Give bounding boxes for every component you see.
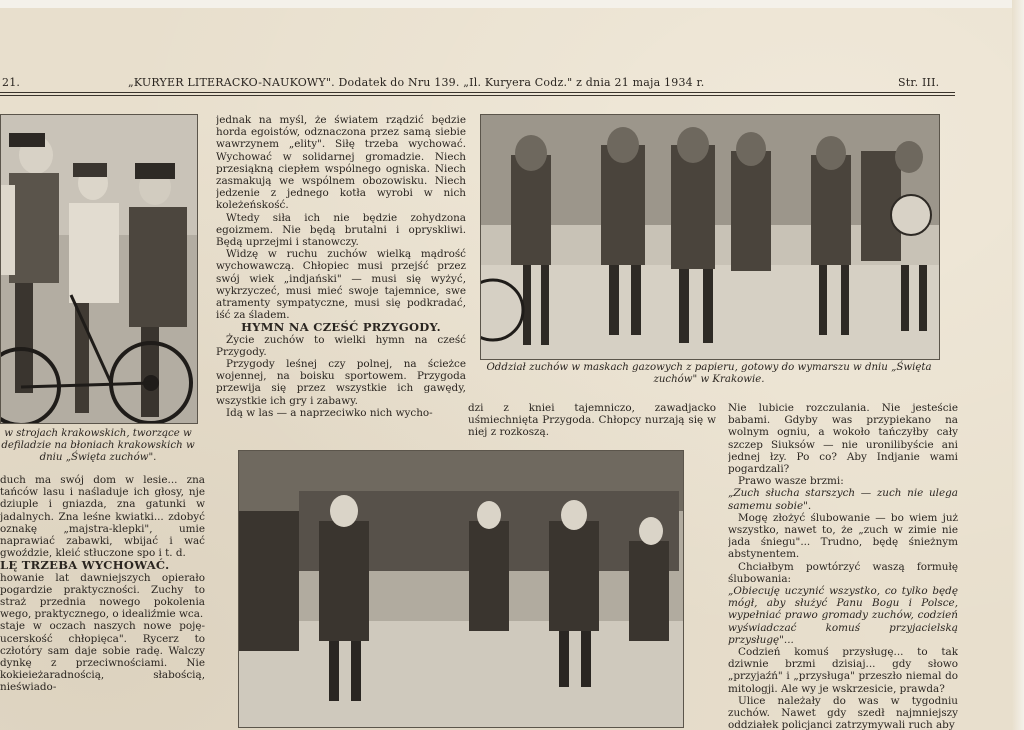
caption-gas-masks-photo: Oddział zuchów w maskach gazowych z papieru, gotowy do wymarszu w dniu „Święta zuchów" w Krakowie. <box>486 362 932 385</box>
col-right-para7: Codzień komuś przysługę... to tak dziwnie brzmi dzisiaj... gdy słowo „przyjaźń" i „przysługa" przeszło niemal do mitologji. Ale wy je wskrzesicie, prawda? <box>728 646 958 695</box>
col-mid-para2: Wtedy siła ich nie będzie zohydzona egoizmem. Nie będą brutalni i opryskliwi. Będą uprzejmi i stanowczy. <box>216 211 466 249</box>
page-right-edge <box>1012 0 1024 730</box>
page-label: Str. III. <box>898 76 940 89</box>
col-right-para8: Ulice należały do was w tygodniu zuchów. Nawet gdy szedł najmniejszy oddziałek policjanci zatrzymywali ruch aby <box>728 694 958 730</box>
col-right-para4: Mogę złożyć ślubowanie — bo wiem już wszystko, nawet to, że „zuch w zimie nie jada śniegu"... Trudno, będę śnieżnym abstynentem. <box>728 511 958 561</box>
page-number: 21. <box>2 76 21 89</box>
col-right-law: „Zuch słucha starszych — zuch nie ulega samemu sobie". <box>728 487 958 512</box>
column-middle <box>216 114 466 454</box>
col-mid-para5: Przygody leśnej czy polnej, na ścieżce wojennej, na boisku sportowem. Przygoda przewija się przez wszystkie ich gawędy, wszystkie ich gry i zabawy. <box>216 358 466 407</box>
col-mid-para3: Widzę w ruchu zuchów wielką mądrość wychowawczą. Chłopiec musi przejść przez swój wiek „indjański" — musi się wyżyć, wykrzyczeć, musi mieć swoje tajemnice, swe atramenty sympatyczne, musi się podkradać, iść za śladem. <box>216 248 466 322</box>
photo-gas-masks-unit <box>480 114 940 360</box>
photo-boys-krakow-costumes <box>0 114 198 424</box>
col-right-oath: „Obiecuję uczynić wszystko, co tylko będę mógł, aby służyć Panu Bogu i Polsce, wypełniać prawo gromady zuchów, codzień wyświadczać komuś przyjacielską przysługę"... <box>728 585 958 646</box>
col-right-para5: Chciałbym powtórzyć waszą formułę ślubowania: <box>728 560 958 585</box>
col-right-para1: Nie lubicie rozczulania. Nie jesteście babami. Gdyby was przypiekano na wolnym ogniu, a wokoło tańczyłby cały szczep Siuksów — nie uronilibyście ani jednej łzy. Po co? Aby Indjanie wami pogardzali? <box>728 402 958 476</box>
page-top-edge <box>0 0 1024 8</box>
col-left-para1: duch ma swój dom w lesie... zna tańców lasu i naśladuje ich głosy, nje dziuple i gniazda, zna gatunki w jadalnych. Zna leśne kwiatki... zdobyć oznakę „majstra-klepki", umie naprawiać zabawki, wbijać i wać gwoździe, kleić stłuczone spo i t. d. <box>0 474 205 560</box>
caption-left-photo: w strojach krakowskich, tworzące w defiladzie na błoniach krakowskich w dniu „Święta zuchów". <box>1 428 195 463</box>
column-left <box>0 474 205 730</box>
header-rule <box>0 92 955 93</box>
col-mid-heading: HYMN NA CZEŚĆ PRZYGODY. <box>241 320 441 335</box>
col-left-para3: staje w oczach naszych nowe poję- ucerskość chłopięca". Rycerz to człotóry sam daje sobie radę. Walczy dynkę z przeciwnościami. Nie kokieieżaradnością, słabością, nieświado- <box>0 620 205 694</box>
col-mid-para4: Życie zuchów to wielki hymn na cześć Przygody. <box>216 333 466 358</box>
col-left-para2: howanie lat dawniejszych opierało pogardzie praktyczności. Zuchy to straż przednia nowego pokolenia wego, praktycznego, o idealiźmie wca. <box>0 571 205 621</box>
column-right <box>728 402 958 730</box>
col-mid-para6: Idą w las — a naprzeciwko nich wycho- <box>226 406 433 419</box>
col-mid-para1: jednak na myśl, że światem rządzić będzie horda egoistów, odznaczona przez samą siebie wawrzynem „elity". Siłę trzeba wychować. Wychować w solidarnej gromadzie. Niech przesiąkną ciepłem wspólnego ogniska. Niech zasmakują we wspólnem obozowisku. Niech jedzenie z jednego kotła wyrobi w nich koleżeńskość. <box>216 114 466 212</box>
photo-parade-marching <box>238 450 684 728</box>
header-rule-thin <box>0 95 955 96</box>
col-mid2-para1: dzi z kniei tajemniczo, zawadjacko uśmiechnięta Przygoda. Chłopcy nurzają się w niej z rozkoszą. <box>468 402 716 439</box>
column-middle-continued <box>468 402 716 442</box>
col-right-para2: Prawo wasze brzmi: <box>738 475 844 488</box>
publication-title: „KURYER LITERACKO-NAUKOWY". Dodatek do Nru 139. „Il. Kuryera Codz." z dnia 21 maja 1934 r. <box>128 76 705 89</box>
col-left-heading: LĘ TRZEBA WYCHOWAĆ. <box>0 558 170 573</box>
